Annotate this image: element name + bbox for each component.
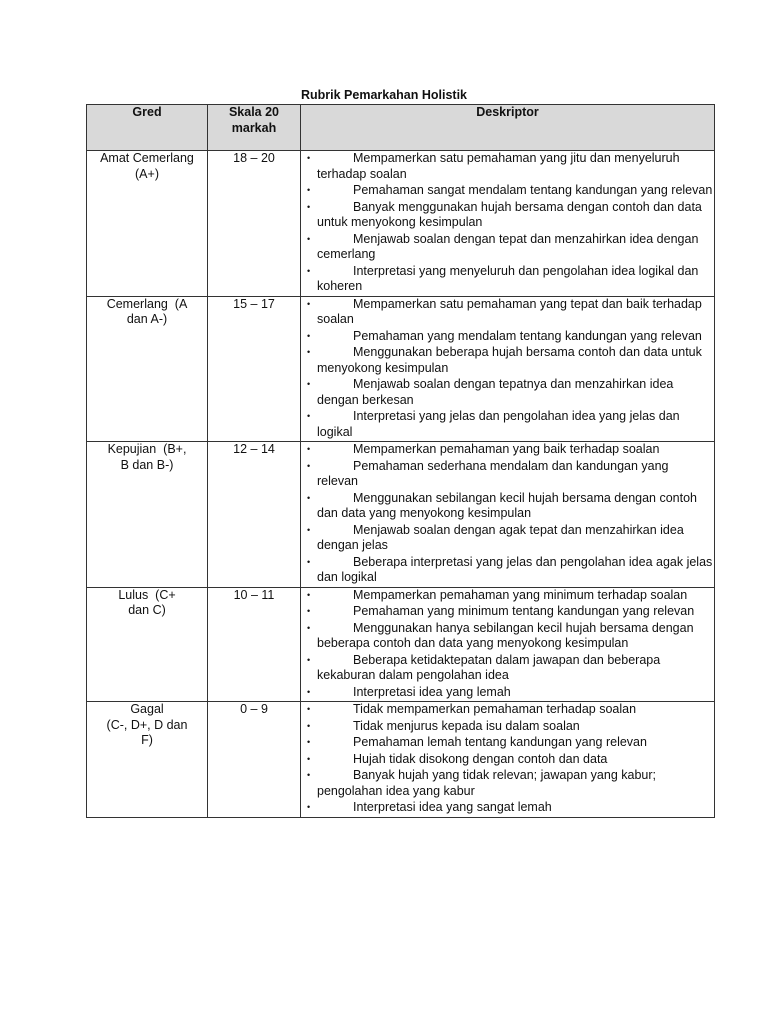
grade-line: Cemerlang (A [106,296,188,311]
descriptor-item: • Menggunakan beberapa hujah bersama contoh dan data untuk menyokong kesimpulan [301,345,714,376]
descriptor-item: • Pemahaman yang minimum tentang kandungan yang relevan [301,604,714,620]
grade-line: (A+) [135,166,159,181]
descriptor-list [301,151,714,295]
descriptor-item: • Menjawab soalan dengan agak tepat dan menzahirkan idea dengan jelas [301,523,714,554]
descriptor-item: • Beberapa ketidaktepatan dalam jawapan dan beberapa kekaburan dalam pengolahan idea [301,653,714,684]
table-body [87,151,715,818]
grade-line: Gagal [130,702,164,716]
grade-line: dan C) [128,603,166,617]
descriptor-list [301,702,714,816]
table-row [87,702,715,818]
grade-line: F) [141,733,153,747]
table-row [87,151,715,297]
grade-cell [87,702,208,818]
descriptor-item: • Banyak hujah yang tidak relevan; jawapan yang kabur; pengolahan idea yang kabur [301,768,714,799]
descriptor-item: • Interpretasi yang jelas dan pengolahan idea yang jelas dan logikal [301,409,714,440]
descriptor-item: • Beberapa interpretasi yang jelas dan pengolahan idea agak jelas dan logikal [301,555,714,586]
descriptor-item: • Menggunakan hanya sebilangan kecil hujah bersama dengan beberapa contoh dan data yang menyokong kesimpulan [301,621,714,652]
descriptor-cell [301,296,715,442]
table-row [87,296,715,442]
grade-cell [87,442,208,588]
descriptor-item: • Pemahaman sangat mendalam tentang kandungan yang relevan [301,183,714,199]
table-header [87,105,715,151]
descriptor-item: • Interpretasi idea yang lemah [301,685,714,701]
grade-line: Amat Cemerlang [100,151,194,165]
scale-cell: 10 – 11 [208,587,301,702]
descriptor-item: • Mempamerkan pemahaman yang minimum terhadap soalan [301,588,714,604]
descriptor-cell [301,587,715,702]
header-scale [208,105,301,151]
descriptor-item: • Tidak mempamerkan pemahaman terhadap soalan [301,702,714,718]
scale-cell: 12 – 14 [208,442,301,588]
header-scale-line1: Skala 20 [228,105,280,119]
grade-line: B dan B-) [120,457,174,472]
scale-cell: 15 – 17 [208,296,301,442]
scale-cell: 18 – 20 [208,151,301,297]
descriptor-list [301,297,714,441]
descriptor-list [301,588,714,701]
descriptor-item: • Menjawab soalan dengan tepatnya dan menzahirkan idea dengan berkesan [301,377,714,408]
descriptor-item: • Interpretasi yang menyeluruh dan pengolahan idea logikal dan koheren [301,264,714,295]
header-grade: Gred [87,105,208,151]
header-scale-line2: markah [231,120,277,135]
descriptor-item: • Tidak menjurus kepada isu dalam soalan [301,719,714,735]
grade-cell [87,151,208,297]
descriptor-item: • Pemahaman lemah tentang kandungan yang relevan [301,735,714,751]
descriptor-item: • Menggunakan sebilangan kecil hujah bersama dengan contoh dan data yang menyokong kesimpulan [301,491,714,522]
table-row [87,587,715,702]
descriptor-cell [301,151,715,297]
descriptor-item: • Pemahaman sederhana mendalam dan kandungan yang relevan [301,459,714,490]
header-descriptor: Deskriptor [301,105,715,151]
grade-line: Lulus (C+ [118,587,176,602]
grade-line: (C-, D+, D dan [106,717,188,732]
header-row [87,105,715,151]
grade-cell [87,587,208,702]
descriptor-list [301,442,714,586]
descriptor-item: • Menjawab soalan dengan tepat dan menzahirkan idea dengan cemerlang [301,232,714,263]
grade-cell [87,296,208,442]
descriptor-cell [301,702,715,818]
descriptor-item: • Mempamerkan pemahaman yang baik terhadap soalan [301,442,714,458]
grade-line: Kepujian (B+, [107,442,187,456]
scale-cell: 0 – 9 [208,702,301,818]
page-title: Rubrik Pemarkahan Holistik [300,88,468,102]
descriptor-cell [301,442,715,588]
table-row [87,442,715,588]
descriptor-item: • Banyak menggunakan hujah bersama dengan contoh dan data untuk menyokong kesimpulan [301,200,714,231]
grade-line: dan A-) [126,312,168,326]
descriptor-item: • Pemahaman yang mendalam tentang kandungan yang relevan [301,329,714,345]
rubric-table [86,104,715,818]
descriptor-item: • Mempamerkan satu pemahaman yang tepat dan baik terhadap soalan [301,297,714,328]
descriptor-item: • Interpretasi idea yang sangat lemah [301,800,714,816]
descriptor-item: • Mempamerkan satu pemahaman yang jitu dan menyeluruh terhadap soalan [301,151,714,182]
descriptor-item: • Hujah tidak disokong dengan contoh dan data [301,752,714,768]
